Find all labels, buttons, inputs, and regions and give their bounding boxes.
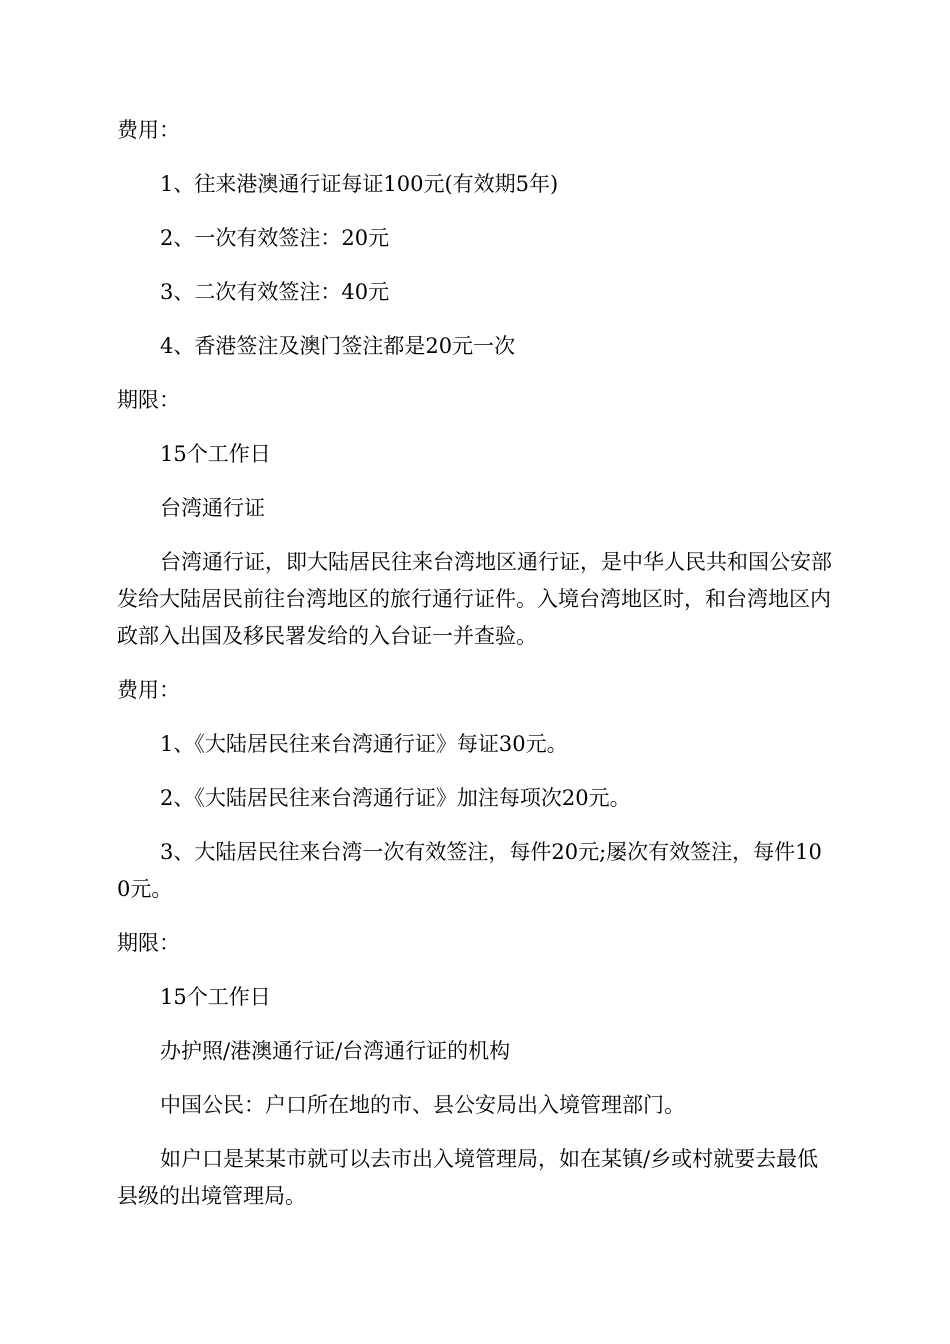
fee-item-1: 1、往来港澳通行证每证100元(有效期5年) <box>160 172 559 196</box>
period-value-taiwan: 15个工作日 <box>160 985 271 1009</box>
section-title-taiwan-pass: 台湾通行证 <box>160 496 265 520</box>
agency-chinese-citizens: 中国公民：户口所在地的市、县公安局出入境管理部门。 <box>160 1093 685 1117</box>
fee-item-3: 3、二次有效签注：40元 <box>160 280 390 304</box>
taiwan-pass-description: 台湾通行证，即大陆居民往来台湾地区通行证，是中华人民共和国公安部发给大陆居民前往台湾地区的旅行通行证件。入境台湾地区时，和台湾地区内政部入出国及移民署发给的入台证一并查验。 <box>117 550 832 648</box>
period-heading-hk-macau: 期限： <box>117 388 180 412</box>
taiwan-fee-item-3: 3、大陆居民往来台湾一次有效签注，每件20元;屡次有效签注，每件100元。 <box>117 840 822 901</box>
section-title-agencies: 办护照/港澳通行证/台湾通行证的机构 <box>160 1039 511 1063</box>
period-value-hk-macau: 15个工作日 <box>160 442 271 466</box>
fee-heading-hk-macau: 费用： <box>117 118 180 142</box>
document-body <box>117 112 833 1215</box>
period-heading-taiwan: 期限： <box>117 931 180 955</box>
taiwan-fee-item-1: 1、《大陆居民往来台湾通行证》每证30元。 <box>160 732 568 756</box>
fee-item-2: 2、一次有效签注：20元 <box>160 226 390 250</box>
agency-note: 如户口是某某市就可以去市出入境管理局，如在某镇/乡或村就要去最低县级的出境管理局。 <box>117 1147 819 1208</box>
fee-heading-taiwan: 费用： <box>117 678 180 702</box>
taiwan-fee-item-2: 2、《大陆居民往来台湾通行证》加注每项次20元。 <box>160 786 631 810</box>
fee-item-4: 4、香港签注及澳门签注都是20元一次 <box>160 334 516 358</box>
